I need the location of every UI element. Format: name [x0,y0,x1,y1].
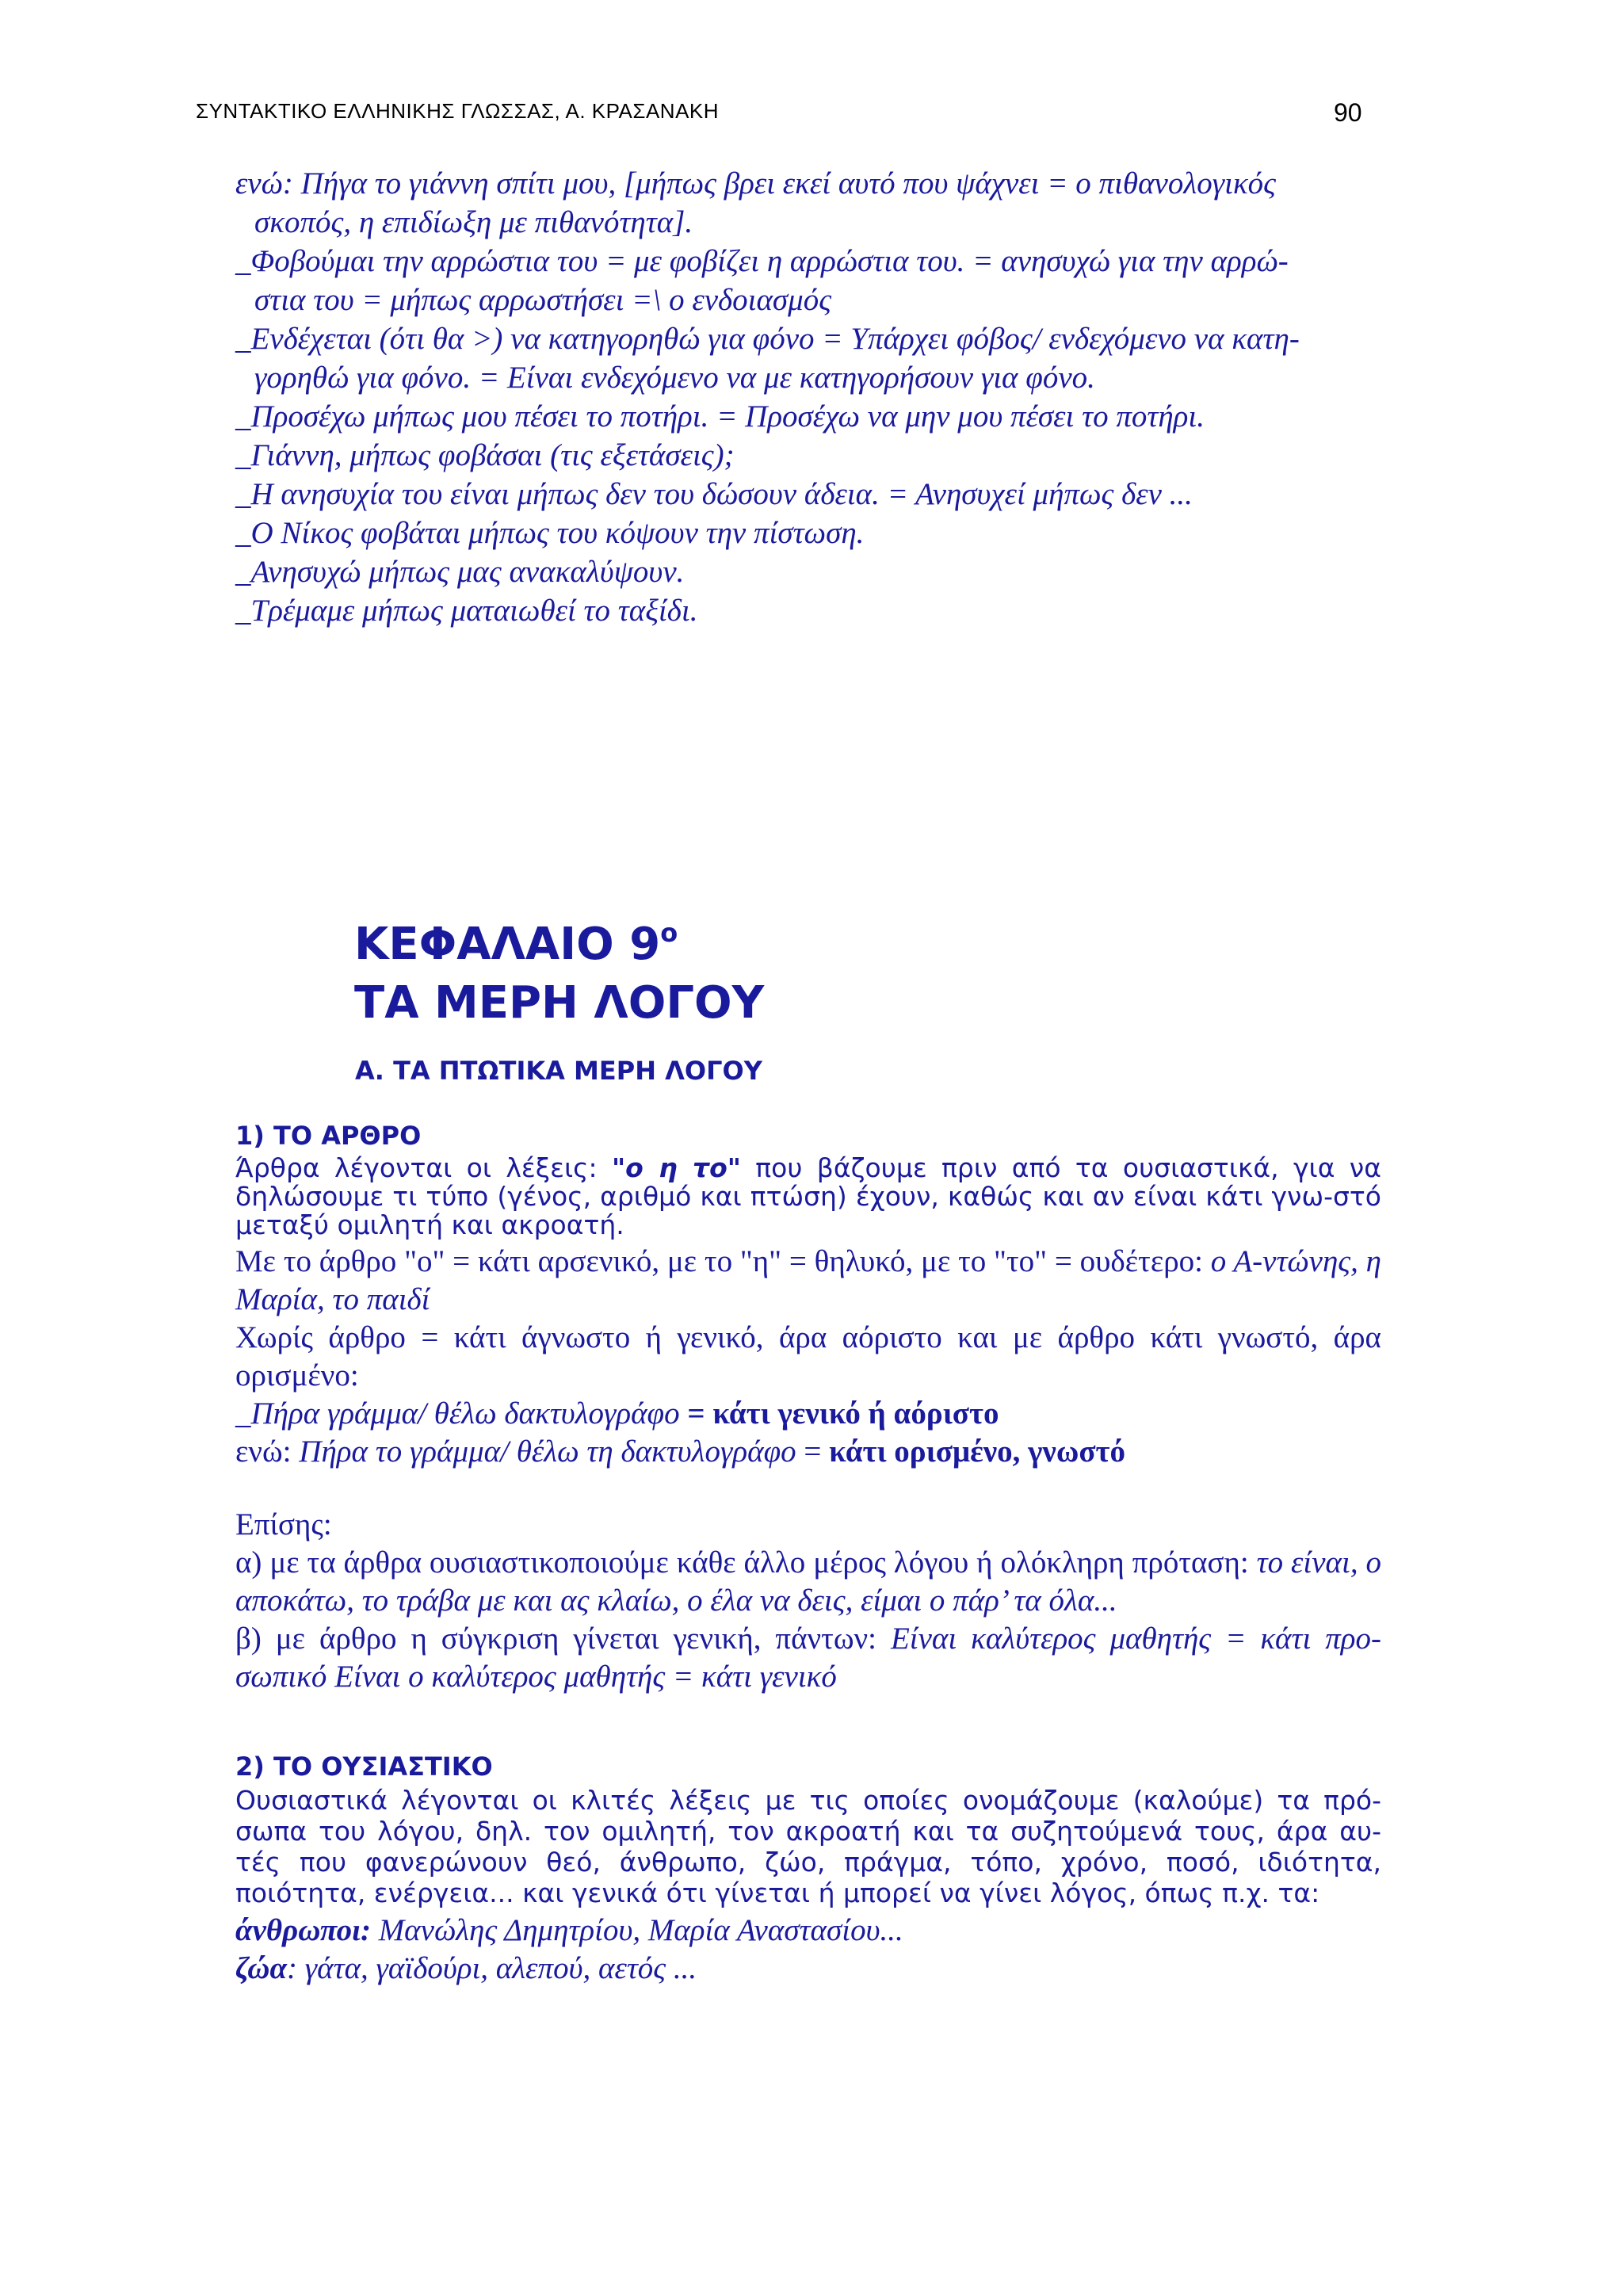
example-line: _Ο Νίκος φοβάται μήπως του κόψουν την πίστωση. [235,516,865,550]
page-number: 90 [1334,98,1362,127]
noun-definition: Ουσιαστικά λέγονται οι κλιτές λέξεις με τις οποίες ονομάζουμε (καλούμε) τα πρό-σωπα του λόγου, δηλ. τον ομιλητή, τον ακροατή και τα συζητούμενά τους, άρα αυ-τές που φανερώνουν θεό, άνθρωπο, ζώο, πράγμα, τόπο, χρόνο, ποσό, ιδιότητα, ποιότητα, ενέργεια... και γενικά ότι γίνεται ή μπορεί να γίνει λόγος, όπως π.χ. τα: [235,1785,1381,1908]
article-definiteness-paragraph: Χωρίς άρθρο = κάτι άγνωστο ή γενικό, άρα αόριστο και με άρθρο κάτι γνωστό, άρα ορισμένο: [235,1320,1381,1392]
text-run: Άρθρα λέγονται οι λέξεις: [235,1152,612,1183]
text-run: ενώ: [235,1435,300,1469]
example-text: το είναι, ο αποκάτω, το τράβα με και ας κλαίω, ο έλα να δεις, είμαι ο πάρ’ τα όλα... [235,1545,1381,1618]
example-line [235,319,1392,397]
example-continuation: σκοπός, η επιδίωξη με πιθανότητα]. [254,205,693,239]
text-run: = [796,1435,830,1469]
example-line: _Προσέχω μήπως μου πέσει το ποτήρι. = Προσέχω να μην μου πέσει το ποτήρι. [235,399,1205,434]
example-text: Πήρα το γράμμα/ θέλω τη δακτυλογράφο [299,1435,796,1469]
example-text: : γάτα, γαϊδούρι, αλεπού, αετός ... [287,1951,697,1985]
emphasis-text: = κάτι γενικό ή αόριστο [687,1396,999,1431]
examples-block [235,164,1392,630]
noun-section [235,1752,1381,1988]
chapter-number: ΚΕΦΑΛΑΙΟ 9 [354,919,661,970]
text-run: α) με τα άρθρα ουσιαστικοποιούμε κάθε άλλο μέρος λόγου ή ολόκληρη πρόταση: [235,1545,1257,1580]
example-line [235,242,1392,319]
article-definition [235,1154,1381,1240]
also-label: Επίσης: [235,1507,332,1541]
article-heading: 1) ΤΟ ΑΡΘΡΟ [235,1121,422,1151]
example-line: _Τρέμαμε μήπως ματαιωθεί το ταξίδι. [235,594,698,628]
example-line: _Ανησυχώ μήπως μας ανακαλύψουν. [235,555,685,589]
example-line: _Η ανησυχία του είναι μήπως δεν του δώσουν άδεια. = Ανησυχεί μήπως δεν ... [235,477,1193,511]
chapter-title: ΤΑ ΜΕΡΗ ΛΟΓΟΥ [354,977,765,1029]
example-line [235,164,1392,242]
example-text: ενώ: Πήγα το γιάννη σπίτι μου, [μήπως βρει εκεί αυτό που ψάχνει = ο πιθανολογικός [235,166,1276,201]
articles-emphasis: "ο η το" [611,1152,741,1183]
category-label: άνθρωποι: [235,1913,371,1947]
article-gender-paragraph [235,1243,1381,1319]
article-example-definite [235,1433,1381,1471]
example-line: _Γιάννη, μήπως φοβάσαι (τις εξετάσεις); [235,438,735,472]
example-text: Είναι καλύτερος μαθητής = κάτι προ-σωπικό Είναι ο καλύτερος μαθητής = κάτι γενικό [235,1622,1381,1694]
section-heading: Α. ΤΑ ΠΤΩΤΙΚΑ ΜΕΡΗ ΛΟΓΟΥ [355,1056,762,1086]
text-run: που βάζουμε πριν από τα ουσιαστικά, για να δηλώσουμε τι τύπο (γένος, αριθμό και πτώση) έχουν, καθώς και αν είναι κάτι γνω-στό μεταξύ ομιλητή και ακροατή. [235,1152,1381,1240]
emphasis-text: κάτι ορισμένο, γνωστό [829,1435,1126,1469]
text-run: β) με άρθρο η σύγκριση γίνεται γενική, πάντων: [235,1622,891,1656]
article-section [235,1121,1381,1696]
article-example-indefinite [235,1395,1381,1433]
example-text: _Πήρα γράμμα/ θέλω δακτυλογράφο [235,1396,688,1431]
example-text: Μανώλης Δημητρίου, Μαρία Αναστασίου... [370,1913,903,1947]
example-text: _Φοβούμαι την αρρώστια του = με φοβίζει η αρρώστια του. = ανησυχώ για την αρρώ- [235,244,1289,278]
chapter-heading [354,904,764,1033]
example-continuation: γορηθώ για φόνο. = Είναι ενδεχόμενο να με κατηγορήσουν για φόνο. [254,361,1095,395]
noun-example-humans [235,1912,1381,1950]
example-continuation: στια του = μήπως αρρωστήσει =\ ο ενδοιασμός [254,283,832,317]
noun-example-animals [235,1950,1381,1988]
running-title: ΣΥΝΤΑΚΤΙΚΟ ΕΛΛΗΝΙΚΗΣ ΓΛΩΣΣΑΣ, Α. ΚΡΑΣΑΝΑΚΗ [196,99,720,123]
chapter-ordinal: ο [660,918,678,948]
example-text: _Ενδέχεται (ότι θα >) να κατηγορηθώ για φόνο = Υπάρχει φόβος/ ενδεχόμενο να κατη- [235,322,1300,356]
category-label: ζώα [235,1951,288,1985]
noun-heading: 2) ΤΟ ΟΥΣΙΑΣΤΙΚΟ [235,1752,493,1782]
article-point-b [235,1620,1381,1696]
text-run: Με το άρθρο "ο" = κάτι αρσενικό, με το "η" = θηλυκό, με το "το" = ουδέτερο: [235,1244,1211,1278]
article-point-a [235,1544,1381,1620]
example-text: ο Α-ντώνης, η Μαρία, το παιδί [235,1244,1381,1316]
